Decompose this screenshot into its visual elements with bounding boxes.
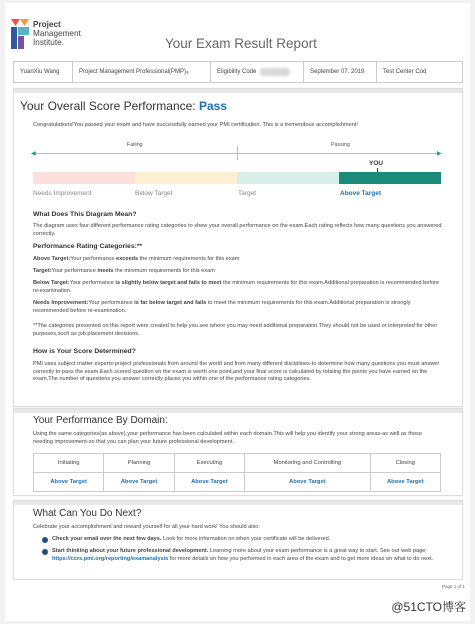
band-label-target: Target: [238, 190, 257, 197]
scale-right-arrow-icon: ▶: [437, 151, 442, 157]
domain-table-value-row: [34, 473, 441, 492]
logo-line-2: Management: [33, 29, 81, 38]
diagram-meaning-heading: What Does This Diagram Mean?: [33, 211, 137, 218]
rating-above-pre: Your performance: [70, 256, 117, 262]
exam-date: September 07, 2019: [304, 62, 377, 82]
rating-above-label: Above Target:: [33, 256, 71, 262]
next-step-email: [52, 536, 442, 544]
categories-note: **The categories presented on this report were created to help you see where you may need additional preparation.They should not be used or interpreted for other purposes,such as job placement decisions.: [33, 323, 438, 337]
rating-target-bold: meets: [97, 268, 114, 274]
domain-val-planning: Above Target: [104, 473, 174, 492]
eligibility-redacted: [260, 68, 290, 76]
rating-target: [33, 268, 443, 276]
rating-below-pre: Your performance: [69, 280, 116, 286]
rating-below-target: [33, 280, 443, 295]
next-step-dev-bold: Start thinking about your future professional development.: [52, 548, 209, 554]
candidate-name: YuanXiu Wang: [14, 62, 73, 82]
diagram-meaning-text: The diagram uses four different performance rating categories to show your overall performance on the exam.Each rating reflects how many questions you answered correctly.: [33, 223, 442, 237]
rating-below-post: the minimum requirements for this exam.Additional preparation is recommended before re-examination.: [33, 280, 440, 294]
page-number: Page 1 of 1: [441, 584, 465, 589]
you-marker-label: YOU: [369, 160, 384, 167]
pass-fail-divider: [237, 146, 238, 160]
next-step-email-text: Look for more information on when your certificate will be delivered.: [161, 536, 331, 542]
rating-above-target: [33, 256, 443, 264]
exam-analysis-link[interactable]: https://ccrs.pmi.org/reporting/examanalysis: [52, 555, 169, 562]
domain-col-planning: Planning: [104, 454, 174, 473]
domain-table: [33, 453, 441, 492]
overall-score-label: Your Overall Score Performance:: [20, 99, 196, 113]
panel-top-bar: [14, 89, 462, 93]
rating-target-label: Target:: [33, 268, 52, 274]
report-title: Your Exam Result Report: [165, 36, 317, 51]
domain-col-executing: Executing: [174, 454, 244, 473]
rating-target-pre: Your performance: [51, 268, 98, 274]
rating-below-bold: is slightly below target and fails to meet: [115, 280, 222, 286]
next-step-email-bold: Check your email over the next few days.: [52, 536, 162, 542]
band-above-target: [339, 172, 441, 184]
logo-line-3: Institute.: [33, 38, 64, 47]
rating-needs-post: to meet the minimum requirements for this exam.Additional preparation is strongly recommended before re-examination.: [33, 300, 411, 314]
panel-top-bar: [14, 501, 462, 505]
band-needs-improvement: [33, 172, 135, 184]
rating-needs-improvement: [33, 300, 443, 315]
candidate-info-bar: [13, 61, 463, 83]
next-step-dev-tail: for more details on how you performed in each area of the exam and to get more ideas on what to do next.: [168, 555, 434, 562]
band-below-target: [135, 172, 237, 184]
score-determined-text: PMI uses subject matter experts-project professionals from around the world and from many different disciplines-to determine how many questions you must answer correctly to pass the exam.Each scored question on the exam is worth one point,and your final score is calculated by totaling the points you have earned on the exam.The number of questions you answer correctly places you within one of the performance rating categories.: [33, 361, 440, 382]
rating-below-label: Below Target:: [33, 280, 70, 286]
pmi-logo-icon: [11, 19, 29, 49]
rating-above-bold: exceeds: [116, 256, 139, 262]
domain-val-initiating: Above Target: [34, 473, 104, 492]
rating-needs-pre: Your performance: [88, 300, 135, 306]
test-center-code: Test Center Cod: [383, 69, 427, 75]
congrats-text: Congratulations!You passed your exam and have successfully earned your PMI certification. This is a tremendous accomplishment!: [33, 122, 358, 128]
rating-needs-label: Needs Improvement:: [33, 300, 89, 306]
scale-left-arrow-icon: ◀: [31, 151, 36, 157]
rating-above-post: the minimum requirements for this exam: [138, 256, 240, 262]
exam-name: [73, 62, 211, 82]
bullet-dot-icon: [42, 537, 48, 543]
domain-val-closing: Above Target: [370, 473, 440, 492]
domain-col-initiating: Initiating: [34, 454, 104, 473]
domain-heading: Your Performance By Domain:: [33, 415, 168, 426]
bullet-dot-icon: [42, 549, 48, 555]
rating-needs-bold: is far below target and fails: [134, 300, 207, 306]
watermark: @51CTO博客: [391, 600, 466, 614]
next-steps-heading: What Can You Do Next?: [33, 508, 142, 519]
rating-categories-heading: Performance Rating Categories:**: [33, 243, 143, 250]
passing-label: Passing: [331, 142, 350, 148]
rating-target-post: the minimum requirements for this exam: [113, 268, 215, 274]
domain-val-executing: Above Target: [174, 473, 244, 492]
domain-val-monitoring: Above Target: [245, 473, 371, 492]
next-steps-intro: Celebrate your accomplishment and reward yourself for all your hard work! You should also:: [33, 524, 260, 530]
band-target: [237, 172, 339, 184]
performance-bands: [33, 172, 441, 184]
failing-label: Failing: [127, 142, 143, 148]
overall-score-heading: [20, 99, 227, 113]
panel-top-bar: [14, 409, 462, 413]
domain-table-header-row: [34, 454, 441, 473]
exam-registered-mark: ®: [186, 69, 189, 75]
eligibility-label: Eligibility Code: [217, 69, 257, 75]
next-step-development: [52, 548, 442, 563]
exam-name-text: Project Management Professional(PMP): [79, 69, 187, 75]
band-label-above-target: Above Target: [340, 190, 382, 197]
domain-text: Using the same categories(as above),your performance has been calculated within each domain.This will help you identify your strong areas-as well as those needing improvement-so that you can plan your future professional development.: [33, 431, 422, 445]
eligibility-code: [211, 62, 304, 82]
domain-col-closing: Closing: [370, 454, 440, 473]
band-label-below-target: Below Target: [135, 190, 173, 197]
domain-col-monitoring: Monitoring and Controlling: [245, 454, 371, 473]
band-label-needs-improvement: Needs Improvement: [33, 190, 92, 197]
logo-line-1: Project: [33, 20, 61, 29]
score-determined-heading: How is Your Score Determined?: [33, 348, 136, 355]
logo-wordmark: [33, 20, 81, 47]
overall-score-result: Pass: [198, 99, 228, 113]
next-step-dev-text: Learning more about your exam performance is a great way to start. See our web page:: [208, 548, 427, 554]
